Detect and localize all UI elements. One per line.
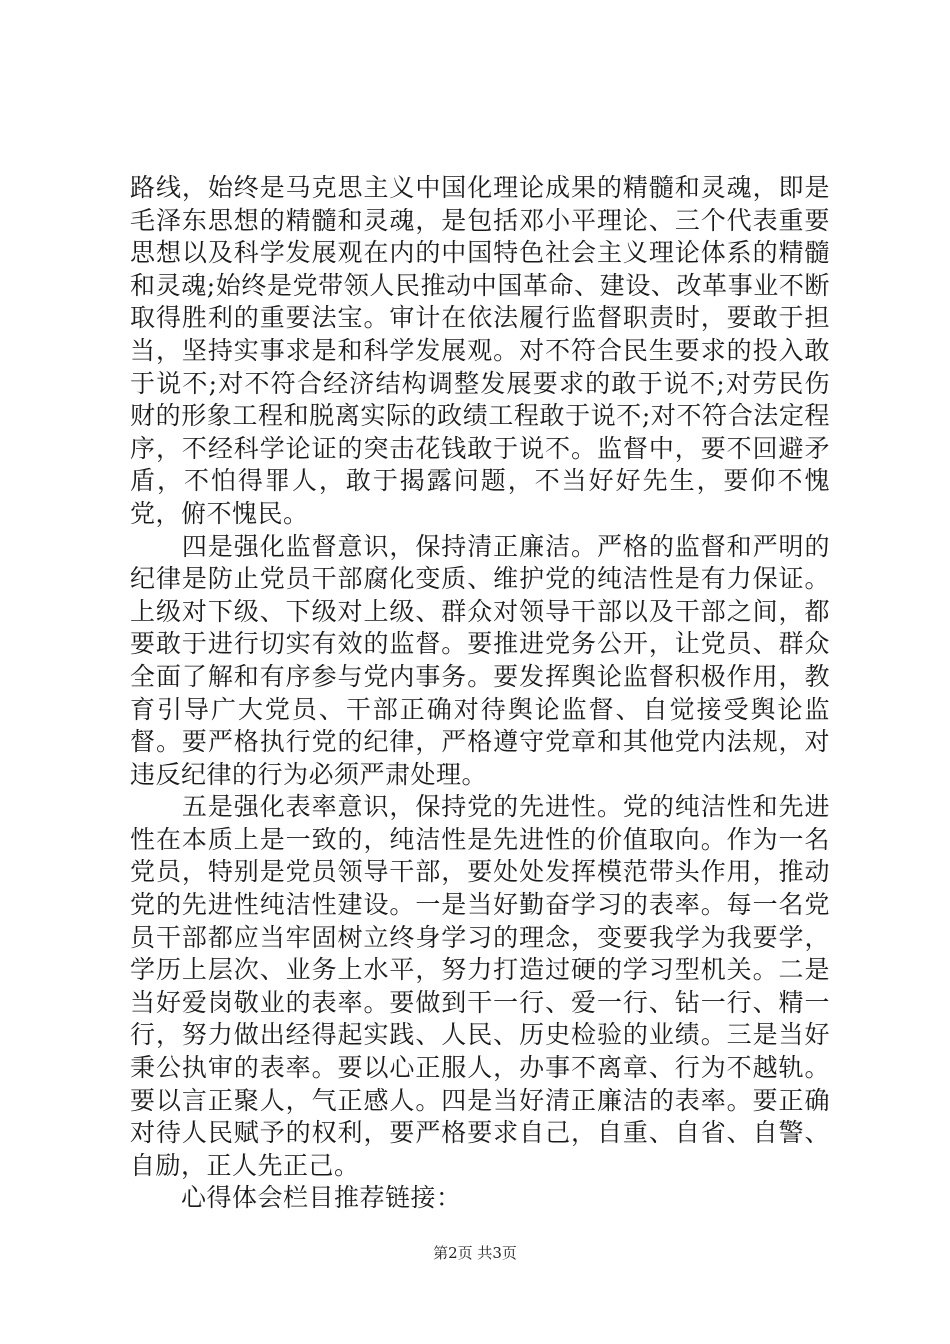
- paragraph-continuation: 路线，始终是马克思主义中国化理论成果的精髓和灵魂，即是毛泽东思想的精髓和灵魂，是包括邓小平理论、三个代表重要思想以及科学发展观在内的中国特色社会主义理论体系的精髓和灵魂;始终是党带领人民推动中国革命、建设、改革事业不断取得胜利的重要法宝。审计在依法履行监督职责时，要敢于担当，坚持实事求是和科学发展观。对不符合民生要求的投入敢于说不;对不符合经济结构调整发展要求的敢于说不;对劳民伤财的形象工程和脱离实际的政绩工程敢于说不;对不符合法定程序，不经科学论证的突击花钱敢于说不。监督中，要不回避矛盾，不怕得罪人，敢于揭露问题，不当好好先生，要仰不愧党，俯不愧民。: [130, 173, 830, 528]
- page-number-footer: 第2页 共3页: [433, 1244, 517, 1262]
- document-body: [130, 172, 830, 1215]
- paragraph-supervision: 四是强化监督意识，保持清正廉洁。严格的监督和严明的纪律是防止党员干部腐化变质、维护党的纯洁性是有力保证。上级对下级、下级对上级、群众对领导干部以及干部之间，都要敢于进行切实有效的监督。要推进党务公开，让党员、群众全面了解和有序参与党内事务。要发挥舆论监督积极作用，教育引导广大党员、干部正确对待舆论监督、自觉接受舆论监督。要严格执行党的纪律，严格遵守党章和其他党内法规，对违反纪律的行为必须严肃处理。: [130, 531, 830, 789]
- recommended-links-label: 心得体会栏目推荐链接：: [130, 1183, 462, 1213]
- paragraph-exemplar: 五是强化表率意识，保持党的先进性。党的纯洁性和先进性在本质上是一致的，纯洁性是先进性的价值取向。作为一名党员，特别是党员领导干部，要处处发挥模范带头作用，推动党的先进性纯洁性建设。一是当好勤奋学习的表率。每一名党员干部都应当牢固树立终身学习的理念，变要我学为我要学，学历上层次、业务上水平，努力打造过硬的学习型机关。二是当好爱岗敬业的表率。要做到干一行、爱一行、钻一行、精一行，努力做出经得起实践、人民、历史检验的业绩。三是当好秉公执审的表率。要以心正服人，办事不离章、行为不越轨。要以言正聚人，气正感人。四是当好清正廉洁的表率。要正确对待人民赋予的权利，要严格要求自己，自重、自省、自警、自励，正人先正己。: [130, 792, 830, 1180]
